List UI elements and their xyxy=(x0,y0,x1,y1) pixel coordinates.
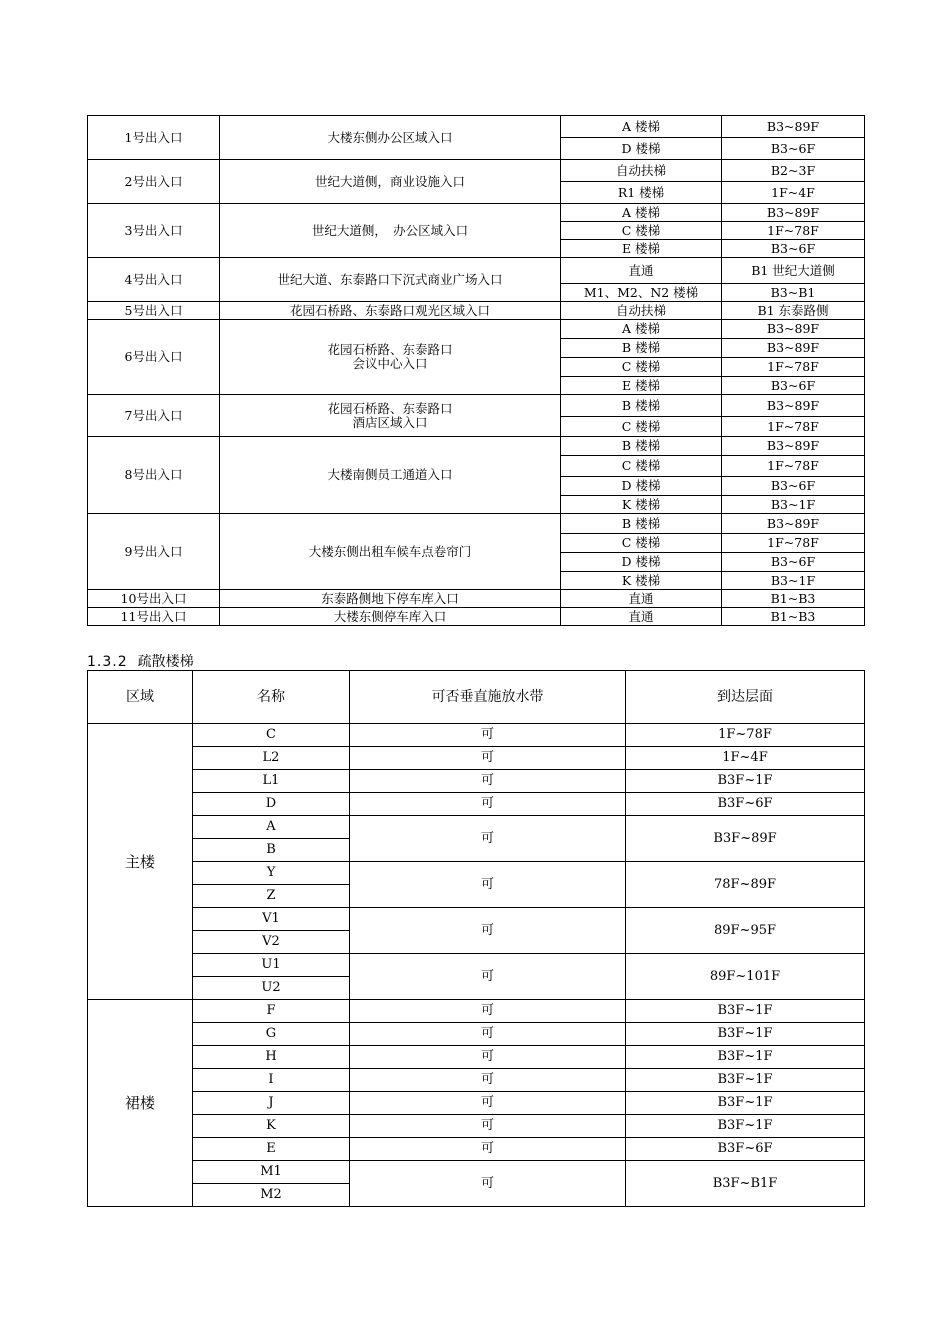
entrance-floors: 1F~4F xyxy=(722,182,865,204)
entrance-floors: B3~6F xyxy=(722,240,865,258)
floors-cell: B3F~1F xyxy=(626,1069,865,1092)
stair-row xyxy=(88,793,865,816)
hose-cell: 可 xyxy=(350,862,626,908)
hose-cell: 可 xyxy=(350,1138,626,1161)
entrance-stair: 直通 xyxy=(561,608,722,626)
entrance-floors: 1F~78F xyxy=(722,417,865,437)
entrance-stair: B 楼梯 xyxy=(561,437,722,456)
entrance-name: 6号出入口 xyxy=(88,320,220,395)
floors-cell: B3F~1F xyxy=(626,1092,865,1115)
stair-name: Y xyxy=(193,862,350,885)
entrance-stair: 自动扶梯 xyxy=(561,302,722,320)
floors-cell: 89F~95F xyxy=(626,908,865,954)
entrance-stair: B 楼梯 xyxy=(561,339,722,358)
entrance-floors: B3~89F xyxy=(722,339,865,358)
hose-cell: 可 xyxy=(350,793,626,816)
stair-name: U1 xyxy=(193,954,350,977)
hose-cell: 可 xyxy=(350,1092,626,1115)
entrance-floors: B2~3F xyxy=(722,160,865,182)
stair-name: A xyxy=(193,816,350,839)
hose-cell: 可 xyxy=(350,1000,626,1023)
stair-name: V1 xyxy=(193,908,350,931)
entrance-floors: B3~1F xyxy=(722,572,865,590)
stair-row xyxy=(88,1046,865,1069)
entrance-stair: B 楼梯 xyxy=(561,395,722,417)
entrance-floors: B3~89F xyxy=(722,320,865,339)
floors-cell: 1F~4F xyxy=(626,747,865,770)
stair-name: M2 xyxy=(193,1184,350,1207)
entrance-floors: B1~B3 xyxy=(722,590,865,608)
entrance-stair: A 楼梯 xyxy=(561,116,722,138)
entrance-stair: K 楼梯 xyxy=(561,496,722,514)
entrance-stair: C 楼梯 xyxy=(561,534,722,553)
stair-row xyxy=(88,862,865,885)
entrance-desc: 花园石桥路、东泰路口 酒店区域入口 xyxy=(220,395,561,437)
hose-cell: 可 xyxy=(350,724,626,747)
entrance-floors: B3~89F xyxy=(722,437,865,456)
floors-cell: B3F~1F xyxy=(626,1046,865,1069)
floors-cell: B3F~1F xyxy=(626,1000,865,1023)
entrance-stair: C 楼梯 xyxy=(561,456,722,477)
entrance-row xyxy=(88,258,865,284)
stair-row xyxy=(88,724,865,747)
entrance-desc: 大楼东侧办公区域入口 xyxy=(220,116,561,160)
stair-name: M1 xyxy=(193,1161,350,1184)
entrance-floors: 1F~78F xyxy=(722,534,865,553)
header-name: 名称 xyxy=(193,671,350,724)
hose-cell: 可 xyxy=(350,1069,626,1092)
stair-row xyxy=(88,1161,865,1184)
section-title: 疏散楼梯 xyxy=(137,654,194,670)
evacuation-stairs-table xyxy=(87,670,865,1207)
entrance-table xyxy=(87,115,865,626)
stair-name: J xyxy=(193,1092,350,1115)
entrance-floors: B3~89F xyxy=(722,204,865,222)
entrance-stair: B 楼梯 xyxy=(561,514,722,534)
floors-cell: 1F~78F xyxy=(626,724,865,747)
hose-cell: 可 xyxy=(350,770,626,793)
entrance-stair: E 楼梯 xyxy=(561,240,722,258)
hose-cell: 可 xyxy=(350,908,626,954)
stair-name: Z xyxy=(193,885,350,908)
entrance-desc: 大楼东侧出租车候车点卷帘门 xyxy=(220,514,561,590)
header-hose: 可否垂直施放水带 xyxy=(350,671,626,724)
hose-cell: 可 xyxy=(350,1115,626,1138)
zone-cell: 裙楼 xyxy=(88,1000,193,1207)
entrance-name: 10号出入口 xyxy=(88,590,220,608)
entrance-stair: D 楼梯 xyxy=(561,477,722,496)
entrance-row xyxy=(88,590,865,608)
entrance-name: 3号出入口 xyxy=(88,204,220,258)
floors-cell: B3F~1F xyxy=(626,770,865,793)
entrance-floors: 1F~78F xyxy=(722,456,865,477)
floors-cell: B3F~6F xyxy=(626,1138,865,1161)
section-number: 1.3.2 xyxy=(87,654,128,670)
stair-name: K xyxy=(193,1115,350,1138)
entrance-desc: 大楼东侧停车库入口 xyxy=(220,608,561,626)
entrance-floors: B3~6F xyxy=(722,553,865,572)
stair-row xyxy=(88,816,865,839)
header-zone: 区域 xyxy=(88,671,193,724)
entrance-desc: 东泰路侧地下停车库入口 xyxy=(220,590,561,608)
entrance-stair: D 楼梯 xyxy=(561,138,722,160)
hose-cell: 可 xyxy=(350,954,626,1000)
stair-row xyxy=(88,1023,865,1046)
stair-name: F xyxy=(193,1000,350,1023)
entrance-floors: B1 东泰路侧 xyxy=(722,302,865,320)
hose-cell: 可 xyxy=(350,1023,626,1046)
floors-cell: B3F~6F xyxy=(626,793,865,816)
entrance-name: 4号出入口 xyxy=(88,258,220,302)
stair-row xyxy=(88,770,865,793)
entrance-floors: B3~6F xyxy=(722,477,865,496)
stair-name: B xyxy=(193,839,350,862)
stair-name: H xyxy=(193,1046,350,1069)
stair-row xyxy=(88,954,865,977)
zone-cell: 主楼 xyxy=(88,724,193,1000)
entrance-stair: A 楼梯 xyxy=(561,320,722,339)
entrance-stair: A 楼梯 xyxy=(561,204,722,222)
hose-cell: 可 xyxy=(350,1046,626,1069)
entrance-stair: 直通 xyxy=(561,258,722,284)
entrance-floors: 1F~78F xyxy=(722,358,865,377)
entrance-stair: C 楼梯 xyxy=(561,222,722,240)
entrance-row xyxy=(88,116,865,138)
entrance-floors: B3~89F xyxy=(722,116,865,138)
entrance-desc: 世纪大道侧， 办公区域入口 xyxy=(220,204,561,258)
entrance-stair: D 楼梯 xyxy=(561,553,722,572)
entrance-row xyxy=(88,302,865,320)
stair-row xyxy=(88,1000,865,1023)
stair-name: L1 xyxy=(193,770,350,793)
stair-row xyxy=(88,747,865,770)
stair-name: C xyxy=(193,724,350,747)
stair-name: E xyxy=(193,1138,350,1161)
entrance-name: 8号出入口 xyxy=(88,437,220,514)
entrance-floors: B1 世纪大道侧 xyxy=(722,258,865,284)
entrance-stair: 直通 xyxy=(561,590,722,608)
floors-cell: B3F~B1F xyxy=(626,1161,865,1207)
floors-cell: 78F~89F xyxy=(626,862,865,908)
entrance-row xyxy=(88,514,865,534)
floors-cell: B3F~1F xyxy=(626,1023,865,1046)
section-heading xyxy=(87,654,194,670)
entrance-floors: B3~89F xyxy=(722,514,865,534)
stair-name: U2 xyxy=(193,977,350,1000)
entrance-name: 11号出入口 xyxy=(88,608,220,626)
stair-row xyxy=(88,1069,865,1092)
entrance-floors: B3~1F xyxy=(722,496,865,514)
entrance-desc: 大楼南侧员工通道入口 xyxy=(220,437,561,514)
entrance-desc: 世纪大道、东泰路口下沉式商业广场入口 xyxy=(220,258,561,302)
entrance-desc: 花园石桥路、东泰路口 会议中心入口 xyxy=(220,320,561,395)
stair-row xyxy=(88,1092,865,1115)
entrance-stair: 自动扶梯 xyxy=(561,160,722,182)
entrance-name: 5号出入口 xyxy=(88,302,220,320)
stair-name: D xyxy=(193,793,350,816)
entrance-floors: 1F~78F xyxy=(722,222,865,240)
header-floors: 到达层面 xyxy=(626,671,865,724)
entrance-stair: C 楼梯 xyxy=(561,417,722,437)
stair-name: L2 xyxy=(193,747,350,770)
floors-cell: 89F~101F xyxy=(626,954,865,1000)
entrance-stair: E 楼梯 xyxy=(561,377,722,395)
entrance-name: 2号出入口 xyxy=(88,160,220,204)
entrance-row xyxy=(88,320,865,339)
entrance-row xyxy=(88,160,865,182)
entrance-desc: 花园石桥路、东泰路口观光区域入口 xyxy=(220,302,561,320)
hose-cell: 可 xyxy=(350,1161,626,1207)
stair-row xyxy=(88,908,865,931)
entrance-stair: M1、M2、N2 楼梯 xyxy=(561,284,722,302)
header-row xyxy=(88,671,865,724)
entrance-floors: B3~6F xyxy=(722,138,865,160)
entrance-name: 7号出入口 xyxy=(88,395,220,437)
entrance-row xyxy=(88,204,865,222)
entrance-row xyxy=(88,437,865,456)
entrance-name: 9号出入口 xyxy=(88,514,220,590)
entrance-desc: 世纪大道侧，商业设施入口 xyxy=(220,160,561,204)
stair-row xyxy=(88,1115,865,1138)
stair-name: G xyxy=(193,1023,350,1046)
entrance-row xyxy=(88,395,865,417)
stair-row xyxy=(88,1138,865,1161)
stair-name: I xyxy=(193,1069,350,1092)
hose-cell: 可 xyxy=(350,816,626,862)
entrance-name: 1号出入口 xyxy=(88,116,220,160)
entrance-row xyxy=(88,608,865,626)
entrance-floors: B1~B3 xyxy=(722,608,865,626)
entrance-stair: K 楼梯 xyxy=(561,572,722,590)
entrance-floors: B3~6F xyxy=(722,377,865,395)
entrance-floors: B3~B1 xyxy=(722,284,865,302)
entrance-floors: B3~89F xyxy=(722,395,865,417)
entrance-stair: C 楼梯 xyxy=(561,358,722,377)
stair-name: V2 xyxy=(193,931,350,954)
hose-cell: 可 xyxy=(350,747,626,770)
entrance-stair: R1 楼梯 xyxy=(561,182,722,204)
floors-cell: B3F~1F xyxy=(626,1115,865,1138)
floors-cell: B3F~89F xyxy=(626,816,865,862)
